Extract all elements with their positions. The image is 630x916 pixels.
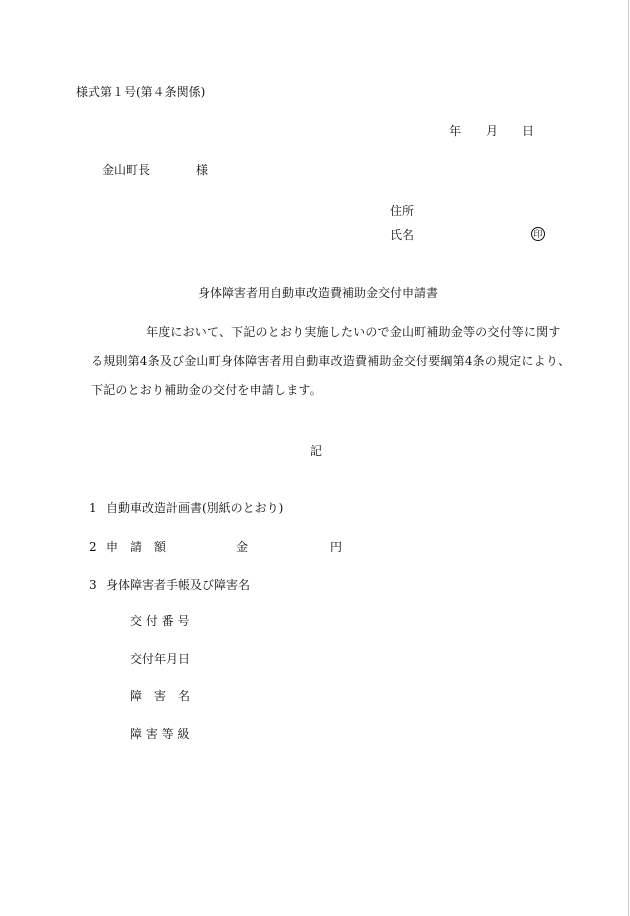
item-2-text: 申 請 額 xyxy=(106,540,167,554)
subitem-disability-name: 障 害 名 xyxy=(130,689,191,703)
item-2-amount-prefix: 金 xyxy=(236,540,249,554)
ki-heading: 記 xyxy=(310,444,323,458)
item-3-text: 身体障害者手帳及び障害名 xyxy=(106,578,251,592)
item-1-number: 1 xyxy=(89,501,97,515)
addressee-honorific: 様 xyxy=(196,163,209,177)
item-1-text: 自動車改造計画書(別紙のとおり) xyxy=(106,501,284,515)
date-year-label: 年 xyxy=(449,124,462,138)
seal-mark: 印 xyxy=(531,227,545,241)
page-edge xyxy=(628,0,629,916)
applicant-address-label: 住所 xyxy=(390,204,415,218)
subitem-issue-number: 交 付 番 号 xyxy=(130,614,190,628)
body-line-1: 年度において、下記のとおり実施したいので金山町補助金等の交付等に関す xyxy=(146,325,561,339)
form-number: 様式第１号(第４条関係) xyxy=(76,85,206,99)
item-3-number: 3 xyxy=(89,578,97,592)
form-title: 身体障害者用自動車改造費補助金交付申請書 xyxy=(198,286,439,300)
subitem-disability-grade: 障 害 等 級 xyxy=(130,727,190,741)
addressee-name: 金山町長 xyxy=(102,163,151,177)
applicant-name-label: 氏名 xyxy=(390,228,415,242)
date-day-label: 日 xyxy=(522,124,535,138)
subitem-issue-date: 交付年月日 xyxy=(130,652,191,666)
body-line-3: 下記のとおり補助金の交付を申請します。 xyxy=(91,383,322,397)
date-month-label: 月 xyxy=(486,124,499,138)
item-2-amount-unit: 円 xyxy=(330,540,343,554)
body-line-2: る規則第4条及び金山町身体障害者用自動車改造費補助金交付要綱第4条の規定により、 xyxy=(91,354,571,368)
item-2-number: 2 xyxy=(89,540,97,554)
